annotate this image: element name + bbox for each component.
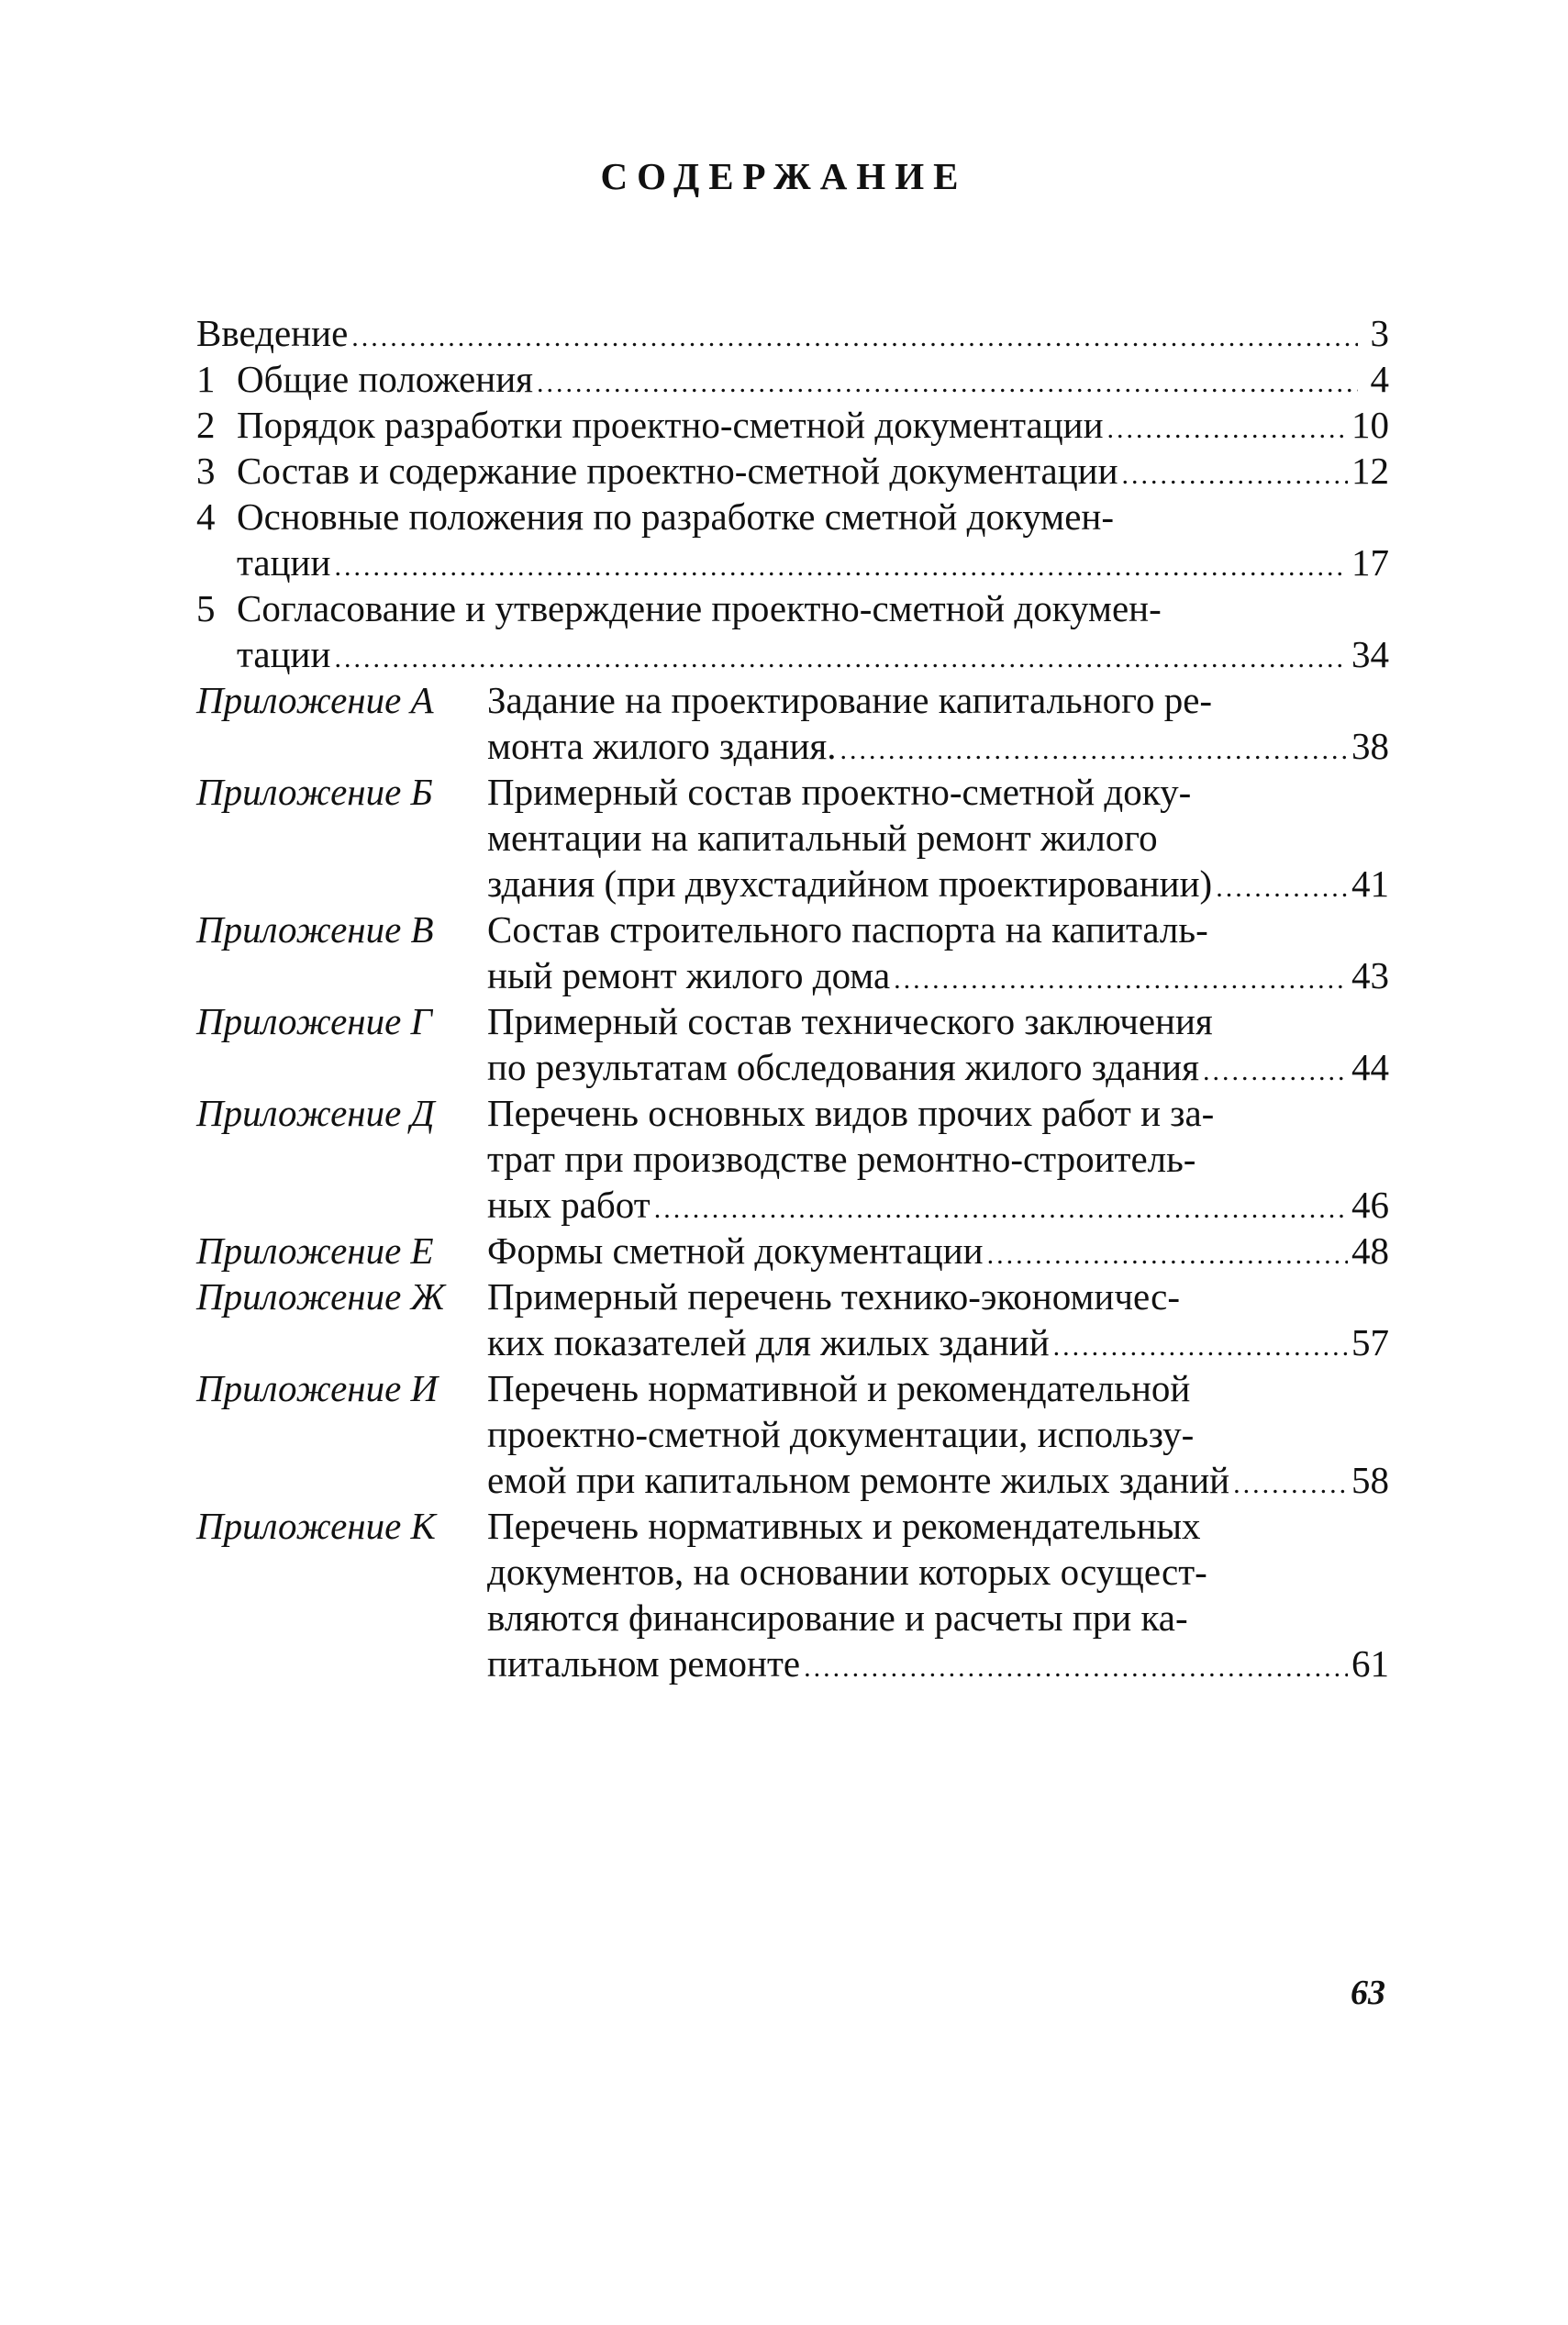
appendix-title: Примерный перечень технико-экономичес- <box>487 1275 1181 1318</box>
table-of-contents <box>196 310 1389 1686</box>
toc-entry-line <box>196 585 1389 631</box>
appendix-title: документов, на основании которых осущест- <box>487 1551 1207 1593</box>
toc-appendix-line <box>196 907 1389 952</box>
toc-appendix-line <box>196 1136 1389 1182</box>
entry-title: Основные положения по разработке сметной докумен- <box>237 495 1115 538</box>
toc-entry-line <box>196 356 1389 402</box>
dot-leader <box>1233 1462 1348 1507</box>
section-number: 3 <box>196 450 216 492</box>
toc-appendix-line <box>196 1274 1389 1319</box>
appendix-label: Приложение Д <box>196 1092 435 1134</box>
toc-entry[interactable] <box>196 494 1389 585</box>
appendix-title: Задание на проектирование капитального ре- <box>487 679 1213 721</box>
toc-appendix[interactable] <box>196 1274 1389 1365</box>
entry-title: Общие положения <box>237 358 533 400</box>
toc-appendix[interactable] <box>196 677 1389 769</box>
appendix-label: Приложение Ж <box>196 1275 446 1318</box>
dot-leader <box>334 636 1348 682</box>
toc-entry[interactable] <box>196 402 1389 448</box>
page-number: 63 <box>1351 1974 1385 2012</box>
toc-entry[interactable] <box>196 585 1389 677</box>
appendix-title: Перечень основных видов прочих работ и за- <box>487 1092 1215 1134</box>
toc-appendix-line <box>196 1595 1389 1641</box>
toc-appendix[interactable] <box>196 769 1389 907</box>
appendix-title: здания (при двухстадийном проектировании) <box>487 862 1213 905</box>
dot-leader <box>840 728 1348 773</box>
toc-appendix-line <box>196 952 1389 998</box>
appendix-title: трат при производстве ремонтно-строитель- <box>487 1138 1196 1180</box>
appendix-title: Примерный состав проектно-сметной доку- <box>487 771 1192 813</box>
toc-appendix-line <box>196 1365 1389 1411</box>
appendix-title: Формы сметной документации <box>487 1229 984 1272</box>
appendix-title: ных работ <box>487 1184 651 1226</box>
toc-entry-line <box>196 494 1389 540</box>
appendix-title: Перечень нормативной и рекомендательной <box>487 1367 1191 1409</box>
appendix-title: емой при капитальном ремонте жилых зданий <box>487 1459 1230 1501</box>
entry-title: Состав и содержание проектно-сметной документации <box>237 450 1118 492</box>
page-ref: 43 <box>1351 954 1389 996</box>
toc-entry[interactable] <box>196 310 1389 356</box>
appendix-title: ный ремонт жилого дома <box>487 954 891 996</box>
toc-appendix[interactable] <box>196 1228 1389 1274</box>
dot-leader <box>1216 865 1348 911</box>
dot-leader <box>1107 406 1348 452</box>
toc-appendix-line <box>196 1228 1389 1274</box>
appendix-title: проектно-сметной документации, использу- <box>487 1413 1195 1455</box>
toc-entry-line <box>196 448 1389 494</box>
page-ref: 61 <box>1351 1642 1389 1685</box>
dot-leader <box>894 957 1348 1003</box>
appendix-title: ких показателей для жилых зданий <box>487 1321 1050 1363</box>
toc-entry-line <box>196 402 1389 448</box>
appendix-title: по результатам обследования жилого здания <box>487 1046 1199 1088</box>
toc-entry-line <box>196 540 1389 585</box>
page-ref: 10 <box>1351 404 1389 446</box>
page-ref: 4 <box>1370 358 1389 400</box>
page-ref: 44 <box>1351 1046 1389 1088</box>
dot-leader <box>804 1645 1348 1691</box>
appendix-title: Перечень нормативных и рекомендательных <box>487 1505 1201 1547</box>
toc-entry-line <box>196 631 1389 677</box>
entry-title: тации <box>237 633 331 675</box>
entry-title: Введение <box>196 312 349 354</box>
toc-appendix[interactable] <box>196 1365 1389 1503</box>
appendix-title: монта жилого здания. <box>487 725 837 767</box>
toc-entry[interactable] <box>196 356 1389 402</box>
page-ref: 12 <box>1351 450 1389 492</box>
appendix-label: Приложение В <box>196 908 434 951</box>
dot-leader <box>987 1232 1348 1278</box>
page-ref: 17 <box>1351 541 1389 584</box>
page-ref: 3 <box>1370 312 1389 354</box>
toc-appendix-line <box>196 1503 1389 1549</box>
dot-leader <box>351 315 1358 361</box>
toc-appendix-line <box>196 1044 1389 1090</box>
toc-appendix-line <box>196 998 1389 1044</box>
section-number: 2 <box>196 404 216 446</box>
appendix-label: Приложение И <box>196 1367 439 1409</box>
entry-title: Согласование и утверждение проектно-сметной докумен- <box>237 587 1162 629</box>
toc-appendix[interactable] <box>196 1090 1389 1228</box>
dot-leader <box>334 544 1348 590</box>
toc-appendix[interactable] <box>196 907 1389 998</box>
toc-appendix-line <box>196 1457 1389 1503</box>
appendix-label: Приложение Е <box>196 1229 434 1272</box>
appendix-title: Примерный состав технического заключения <box>487 1000 1213 1042</box>
entry-title: Порядок разработки проектно-сметной документации <box>237 404 1104 446</box>
appendix-title: ментации на капитальный ремонт жилого <box>487 817 1158 859</box>
toc-appendix-line <box>196 1641 1389 1686</box>
toc-appendix-line <box>196 723 1389 769</box>
toc-appendix-line <box>196 1319 1389 1365</box>
toc-entry[interactable] <box>196 448 1389 494</box>
toc-entry-line <box>196 310 1389 356</box>
page-ref: 46 <box>1351 1184 1389 1226</box>
appendix-title: Состав строительного паспорта на капиталь- <box>487 908 1208 951</box>
toc-appendix[interactable] <box>196 1503 1389 1686</box>
page-title: СОДЕРЖАНИЕ <box>600 155 968 197</box>
appendix-label: Приложение А <box>196 679 434 721</box>
dot-leader <box>537 361 1358 406</box>
section-number: 5 <box>196 587 216 629</box>
dot-leader <box>1053 1324 1348 1370</box>
appendix-label: Приложение К <box>196 1505 436 1547</box>
toc-appendix-line <box>196 1182 1389 1228</box>
section-number: 1 <box>196 358 216 400</box>
toc-appendix-line <box>196 861 1389 907</box>
dot-leader <box>1122 452 1348 498</box>
appendix-label: Приложение Б <box>196 771 433 813</box>
page-ref: 58 <box>1351 1459 1389 1501</box>
toc-appendix-line <box>196 1549 1389 1595</box>
entry-title: тации <box>237 541 331 584</box>
toc-appendix-line <box>196 677 1389 723</box>
appendix-title: вляются финансирование и расчеты при ка- <box>487 1596 1188 1639</box>
page-ref: 41 <box>1351 862 1389 905</box>
page-ref: 38 <box>1351 725 1389 767</box>
toc-appendix[interactable] <box>196 998 1389 1090</box>
toc-appendix-line <box>196 1090 1389 1136</box>
appendix-label: Приложение Г <box>196 1000 432 1042</box>
page-ref: 57 <box>1351 1321 1389 1363</box>
page-ref: 48 <box>1351 1229 1389 1272</box>
toc-appendix-line <box>196 815 1389 861</box>
toc-appendix-line <box>196 1411 1389 1457</box>
page-ref: 34 <box>1351 633 1389 675</box>
toc-appendix-line <box>196 769 1389 815</box>
dot-leader <box>1203 1049 1348 1095</box>
dot-leader <box>654 1186 1348 1232</box>
section-number: 4 <box>196 495 216 538</box>
appendix-title: питальном ремонте <box>487 1642 801 1685</box>
